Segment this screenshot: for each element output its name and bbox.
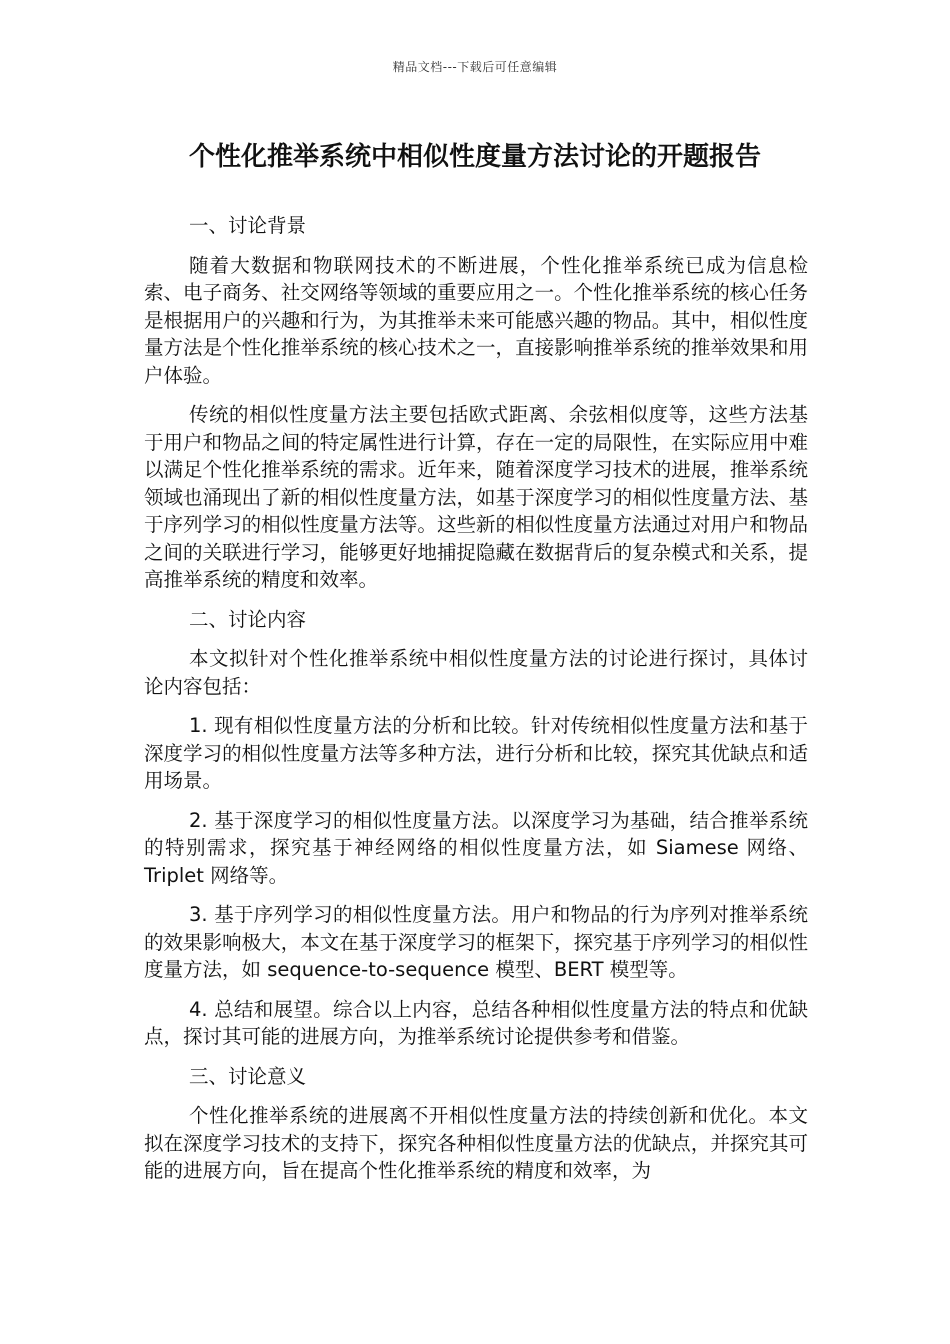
list-item: 4. 总结和展望。综合以上内容，总结各种相似性度量方法的特点和优缺点，探讨其可能的进展方向，为推举系统讨论提供参考和借鉴。 [144, 997, 808, 1048]
paragraph: 个性化推举系统的进展离不开相似性度量方法的持续创新和优化。本文拟在深度学习技术的支持下，探究各种相似性度量方法的优缺点，并探究其可能的进展方向，旨在提高个性化推举系统的精度和效率，为 [144, 1104, 808, 1182]
page-header-note: 精品文档---下载后可任意编辑 [392, 60, 558, 74]
list-item: 2. 基于深度学习的相似性度量方法。以深度学习为基础，结合推举系统的特别需求，探究基于神经网络的相似性度量方法，如 Siamese 网络、Triplet 网络等。 [144, 808, 808, 887]
document-title: 个性化推举系统中相似性度量方法讨论的开题报告 [188, 142, 761, 172]
section-heading-significance: 三、讨论意义 [189, 1064, 307, 1088]
section-heading-background: 一、讨论背景 [189, 214, 307, 237]
list-item: 3. 基于序列学习的相似性度量方法。用户和物品的行为序列对推举系统的效果影响极大，本文在基于深度学习的框架下，探究基于序列学习的相似性度量方法，如 sequence-to-sequence 模型、BERT 模型等。 [144, 903, 808, 981]
paragraph: 传统的相似性度量方法主要包括欧式距离、余弦相似度等，这些方法基于用户和物品之间的特定属性进行计算，存在一定的局限性，在实际应用中难以满足个性化推举系统的需求。近年来，随着深度学习技术的进展，推举系统领域也涌现出了新的相似性度量方法，如基于深度学习的相似性度量方法、基于序列学习的相似性度量方法等。这些新的相似性度量方法通过对用户和物品之间的关联进行学习，能够更好地捕捉隐藏在数据背后的复杂模式和关系，提高推举系统的精度和效率。 [144, 403, 808, 591]
document-body [144, 212, 808, 1197]
paragraph: 随着大数据和物联网技术的不断进展，个性化推举系统已成为信息检索、电子商务、社交网络等领域的重要应用之一。个性化推举系统的核心任务是根据用户的兴趣和行为，为其推举未来可能感兴趣的物品。其中，相似性度量方法是个性化推举系统的核心技术之一，直接影响推举系统的推举效果和用户体验。 [144, 253, 808, 387]
section-heading-content: 二、讨论内容 [189, 607, 307, 631]
paragraph: 本文拟针对个性化推举系统中相似性度量方法的讨论进行探讨，具体讨论内容包括： [144, 647, 808, 698]
list-item: 1. 现有相似性度量方法的分析和比较。针对传统相似性度量方法和基于深度学习的相似性度量方法等多种方法，进行分析和比较，探究其优缺点和适用场景。 [144, 714, 808, 792]
